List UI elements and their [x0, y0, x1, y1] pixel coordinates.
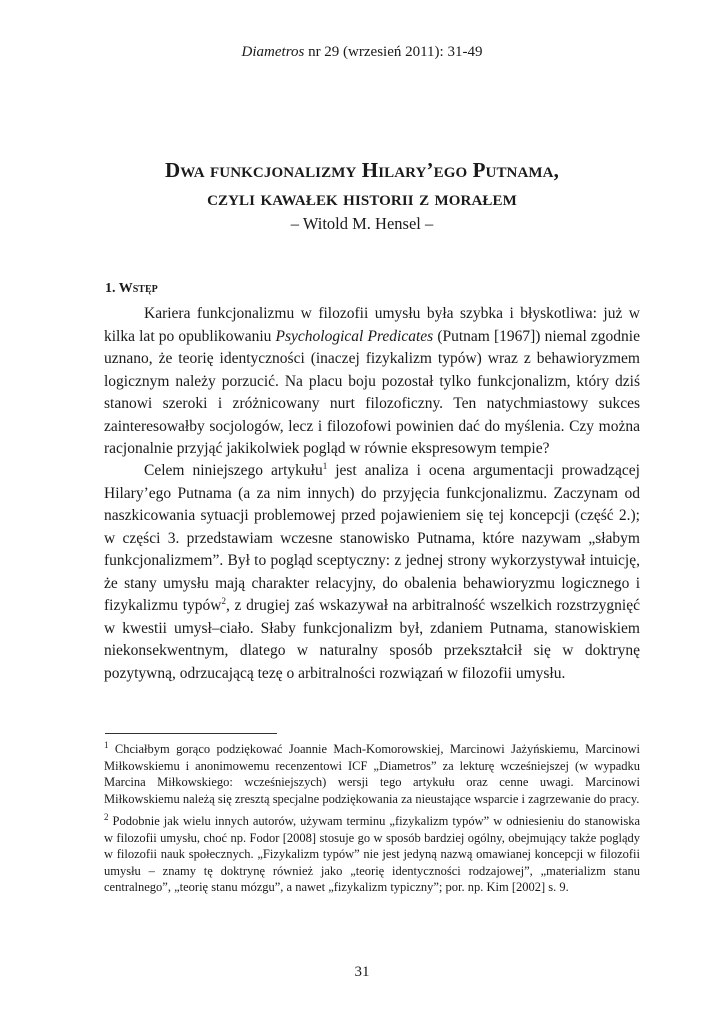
journal-name: Diametros: [241, 44, 305, 60]
footnote-text-1: Chciałbym gorąco podziękować Joannie Mach-Komorowskiej, Marcinowi Jażyńskiemu, Marcinowi Miłkowskiemu i anonimowemu recenzentowi ICF „Diametros” za lekturę wcześniejszej (w wypadku Marcina Miłkowskiego: wcześniejszych) wersji tego artykułu oraz cenne uwagi. Marcinowi Miłkowskiemu należą się zresztą specjalne podziękowania za nieustające wsparcie i zagrzewanie do pracy.: [104, 742, 641, 806]
footnote-ref-1[interactable]: 1: [322, 460, 328, 471]
page-number: 31: [354, 964, 370, 980]
section-heading: 1. Wstęp: [105, 281, 158, 296]
paragraph-1-text-a: Kariera funkcjonalizmu w filozofii umysłu była szybka i błyskotliwa: już w kilka lat po opublikowaniu: [104, 305, 640, 345]
running-header: [0, 44, 724, 61]
footnote-2: [104, 813, 640, 896]
journal-issue: nr 29 (wrzesień 2011): 31-49: [308, 44, 483, 60]
footnote-mark-1: 1: [104, 739, 109, 750]
footnote-1: [104, 741, 640, 807]
footnote-mark-2: 2: [104, 811, 109, 822]
paragraph-2-text-a: Celem niniejszego artykułu: [144, 462, 323, 479]
footnote-text-2: Podobnie jak wielu innych autorów, używam terminu „fizykalizm typów” w odniesieniu do stanowiska w filozofii umysłu, choć np. Fodor [2008] stosuje go w sposób bardziej ogólny, obejmujący także poglądy w filozofii nauk społecznych. „Fizykalizm typów” nie jest jedyną nazwą omawianej koncepcji w filozofii umysłu – znamy tę doktrynę również jako „teorię identyczności rodzajowej”, „materializm stanu centralnego”, „teorię stanu mózgu”, a nawet „fizykalizm typiczny”; por. np. Kim [2002] s. 9.: [104, 814, 640, 894]
footnote-ref-2[interactable]: 2: [221, 595, 226, 606]
title-line-1: Dwa funkcjonalizmy Hilary’ego Putnama,: [165, 158, 559, 182]
paragraph-1: [104, 303, 640, 461]
footnote-divider: [105, 733, 277, 734]
footnotes: [104, 741, 640, 902]
paragraph-1-text-b: (Putnam [1967]) niemal zgodnie uznano, że teorię identyczności (inaczej fizykalizm typów) wraz z behawioryzmem logicznym należy porzucić. Na placu boju pozostał tylko funkcjonalizm, który dziś stanowi szeroki i zróżnicowany nurt filozoficzny. Ten natychmiastowy sukces zainteresowałby socjologów, lecz i filozofowi powinien dać do myślenia. Czy można racjonalnie przyjąć jakikolwiek pogląd w równie ekspresowym tempie?: [104, 327, 640, 457]
paragraph-2-text-b: jest analiza i ocena argumentacji prowadzącej Hilary’ego Putnama (a za nim innych) do przyjęcia funkcjonalizmu. Zaczynam od naszkicowania sytuacji problemowej przed pojawieniem się tej koncepcji (część 2.); w części 3. przedstawiam wczesne stanowisko Putnama, które nazywam „słabym funkcjonalizmem”. Był to pogląd sceptyczny: z jednej strony wykorzystywał intuicję, że stany umysłu mają charakter relacyjny, do obalenia behawioryzmu logicznego i fizykalizmu typów: [104, 462, 640, 614]
paragraph-2: [104, 460, 640, 685]
title-line-2: czyli kawałek historii z morałem: [207, 186, 517, 210]
paragraph-2-text-c: , z drugiej zaś wskazywał na arbitralność wszelkich rozstrzygnięć w kwestii umysł–ciało. Słaby funkcjonalizm był, zdaniem Putnama, stanowiskiem niekonsekwentnym, dlatego w naturalny sposób przekształcił się w doktrynę pozytywną, odrzucającą tezę o arbitralności rozwiązań w filozofii umysłu.: [104, 597, 640, 682]
article-title: [0, 156, 724, 212]
cited-title: Psychological Predicates: [275, 327, 434, 345]
author-name: – Witold M. Hensel –: [290, 214, 434, 233]
